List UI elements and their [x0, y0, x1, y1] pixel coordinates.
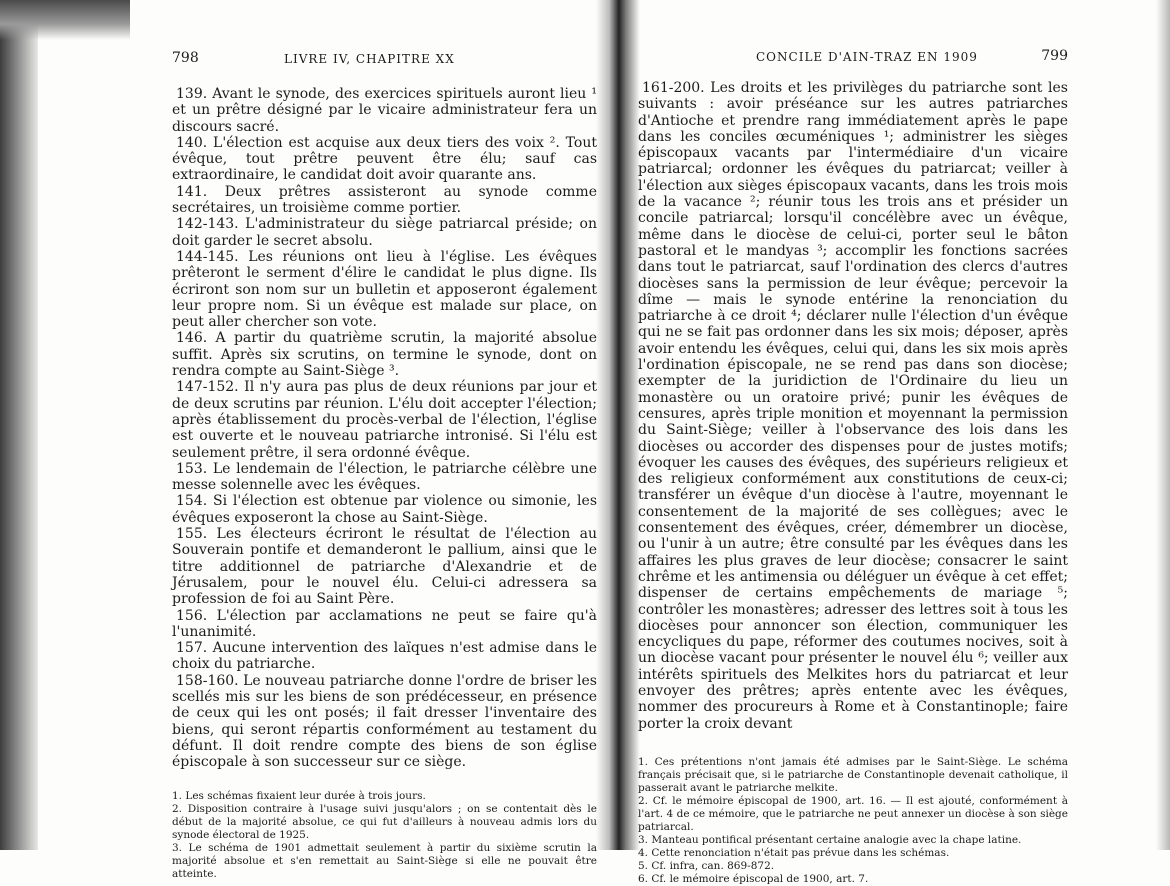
paragraph: 139. Avant le synode, des exercices spirituels auront lieu ¹ et un prêtre désigné par le vicaire administrateur fera un discours sacré. [172, 86, 597, 135]
footnote: 2. Disposition contraire à l'usage suivi jusqu'alors ; on se contentait dès le début de la majorité absolue, ce qui fut d'ailleurs à nouveau admis lors du synode électoral de 1925. [172, 803, 597, 842]
right-page-body [638, 80, 1068, 732]
footnote: 3. Manteau pontifical présentant certaine analogie avec la chape latine. [638, 833, 1022, 846]
footnote: 1. Les schémas fixaient leur durée à trois jours. [172, 790, 426, 803]
paragraph: 156. L'élection par acclamations ne peut se faire qu'à l'unanimité. [172, 607, 597, 640]
page-number: 798 [172, 50, 199, 66]
running-head: CONCILE D'AIN-TRAZ EN 1909 [756, 50, 978, 64]
paragraph: 141. Deux prêtres assisteront au synode comme secrétaires, un troisième comme portier. [172, 183, 597, 217]
footnote: 4. Cette renonciation n'était pas prévue dans les schémas. [638, 846, 950, 859]
right-page-header [638, 48, 1068, 70]
page-number: 799 [1041, 48, 1068, 64]
paragraph: 154. Si l'élection est obtenue par violence ou simonie, les évêques exposeront la chose au Saint-Siège. [172, 493, 597, 526]
footnotes [172, 790, 597, 881]
footnote: 1. Ces prétentions n'ont jamais été admises par le Saint-Siège. Le schéma français précisait que, si le patriarche de Constantinople devenait catholique, il passerait avant le patriarche melkite. [638, 755, 1068, 794]
paragraph: 153. Le lendemain de l'élection, le patriarche célèbre une messe solennelle avec les évêques. [172, 460, 597, 494]
book-corner-shadow [0, 0, 130, 40]
book-spine [596, 0, 640, 850]
footnote: 6. Cf. le mémoire épiscopal de 1900, art. 7. [638, 872, 869, 885]
paragraph: 146. A partir du quatrième scrutin, la majorité absolue suffit. Après six scrutins, on termine le synode, dont on rendra compte au Saint-Siège ³. [172, 330, 597, 380]
footnotes [638, 756, 1068, 886]
left-page-header [172, 50, 597, 72]
footnote: 2. Cf. le mémoire épiscopal de 1900, art. 16. — Il est ajouté, conformément à l'art. 4 de ce mémoire, que le patriarche ne peut annexer un diocèse à son siège patriarcal. [638, 794, 1068, 833]
paragraph: 158-160. Le nouveau patriarche donne l'ordre de briser les scellés mis sur les biens de son prédécesseur, en présence de ceux qui les ont posés; il fait dresser l'inventaire des biens, qui seront répartis conformément au testament du défunt. Il doit rendre compte des biens de son église épiscopale à son successeur sur ce siège. [172, 672, 597, 771]
left-page-body [172, 86, 597, 770]
right-page [638, 48, 1068, 886]
footnote: 5. Cf. infra, can. 869-872. [638, 859, 775, 872]
paragraph: 142-143. L'administrateur du siège patriarcal préside; on doit garder le secret absolu. [172, 216, 597, 249]
paragraph: 144-145. Les réunions ont lieu à l'église. Les évêques prêteront le serment d'élire le candidat le plus digne. Ils écriront son nom sur un bulletin et apposeront également leur propre nom. Si un évêque est malade sur place, on peut aller chercher son vote. [172, 248, 597, 331]
paragraph: 155. Les électeurs écriront le résultat de l'élection au Souverain pontife et demanderont le pallium, ainsi que le titre additionnel de patriarche d'Alexandrie et de Jérusalem, pour le nouvel élu. Celui-ci adressera sa profession de foi au Saint Père. [172, 526, 597, 608]
book-edge-right [1156, 0, 1170, 850]
running-head: LIVRE IV, CHAPITRE XX [284, 52, 455, 66]
paragraph: 157. Aucune intervention des laïques n'est admise dans le choix du patriarche. [172, 640, 597, 673]
footnote: 3. Le schéma de 1901 admettait seulement à partir du sixième scrutin la majorité absolue et s'en remettait au Saint-Siège si elle ne pouvait être atteinte. [172, 842, 597, 881]
paragraph: 140. L'élection est acquise aux deux tiers des voix ². Tout évêque, tout prêtre peuvent être élu; sauf cas extraordinaire, le candidat doit avoir quarante ans. [172, 134, 597, 184]
paragraph: 161-200. Les droits et les privilèges du patriarche sont les suivants : avoir préséance sur les autres patriarches d'Antioche et prendre rang immédiatement après le pape dans les conciles œcuméniques ¹; administrer les sièges épiscopaux vacants par l'intermédiaire d'un vicaire patriarcal; ordonner les évêques du patriarcat; veiller à l'élection aux sièges épiscopaux vacants, dans les trois mois de la vacance ²; réunir tous les trois ans et présider un concile patriarcal; lorsqu'il concélèbre avec un évêque, même dans le diocèse de celui-ci, porter seul le bâton pastoral et le mandyas ³; accomplir les fonctions sacrées dans tout le patriarcat, sauf l'ordination des clercs d'autres diocèses sans la permission de leur évêque; percevoir la dîme — mais le synode entérine la renonciation du patriarche à ce droit ⁴; déclarer nulle l'élection d'un évêque qui ne se fait pas ordonner dans les six mois; déposer, après avoir entendu les évêques, celui qui, dans les six mois après l'ordination épiscopale, ne se rend pas dans son diocèse; exempter de la juridiction de l'Ordinaire du lieu un monastère ou un oratoire privé; punir les évêques de censures, après triple monition et moyennant la permission du Saint-Siège; veiller à l'observance des lois dans les diocèses ou accorder des dispenses pour de justes motifs; évoquer les causes des évêques, des supérieurs religieux et des religieux conformément aux constitutions de ceux-ci; transférer un évêque d'un diocèse à l'autre, moyennant le consentement de la majorité de ses collègues; avec le consentement des évêques, créer, démembrer un diocèse, ou l'unir à un autre; être consulté par les évêques dans les affaires les plus graves de leur diocèse; consacrer le saint chrême et les antimensia ou déléguer un évêque à cet effet; dispenser de certains empêchements de mariage ⁵; contrôler les monastères; adresser des lettres soit à tous les diocèses pour annoncer son élection, communiquer les encycliques du pape, réformer des coutumes nocives, soit à un diocèse vacant pour présenter le nouvel élu ⁶; veiller aux intérêts spirituels des Melkites hors du patriarcat et leur envoyer des prêtres; après entente avec les évêques, nommer des procureurs à Rome et à Constantinople; faire porter la croix devant [638, 80, 1068, 732]
book-edge-left [0, 0, 38, 850]
paragraph: 147-152. Il n'y aura pas plus de deux réunions par jour et de deux scrutins par réunion. L'élu doit accepter l'élection; après établissement du procès-verbal de l'élection, l'église est ouverte et le nouveau patriarche intronisé. Si l'élu est seulement prêtre, il sera ordonné évêque. [172, 379, 597, 461]
left-page [172, 50, 597, 881]
